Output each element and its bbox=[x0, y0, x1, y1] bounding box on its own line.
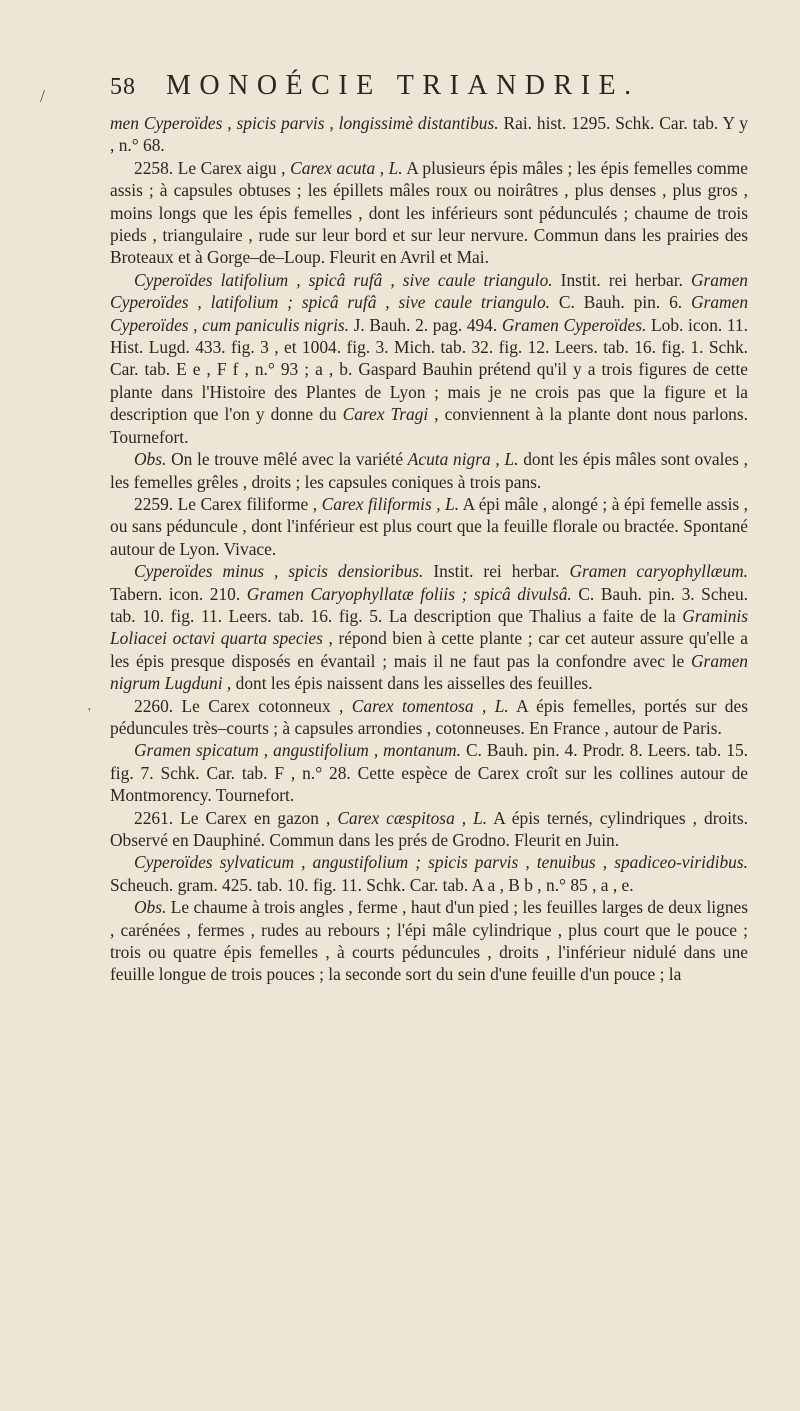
paragraph: Cyperoïdes latifolium , spicâ rufâ , sive caule triangulo. Instit. rei herbar. Gramen Cyperoïdes , latifolium ; spicâ rufâ , sive caule triangulo. C. Bauh. pin. 6. Gramen Cyperoïdes , cum paniculis nigris. J. Bauh. 2. pag. 494. Gramen Cyperoïdes. Lob. icon. 11. Hist. Lugd. 433. fig. 3 , et 1004. fig. 3. Mich. tab. 32. fig. 12. Leers. tab. 16. fig. 1. Schk. Car. tab. E e , F f , n.° 93 ; a , b. Gaspard Bauhin prétend qu'il y a trois figures de cette plante dans l'Histoire des Plantes de Lyon ; mais je ne crois pas que la figure et la description que l'on y donne du Carex Tragi , conviennent à la plante dont nous parlons. Tournefort. bbox=[110, 269, 749, 447]
paragraph: men Cyperoïdes , spicis parvis , longissimè distantibus. Rai. hist. 1295. Schk. Car. tab. Y y , n.° 68. bbox=[110, 113, 748, 156]
margin-mark: / bbox=[40, 86, 46, 106]
paragraph: Gramen spicatum , angustifolium , montanum. C. Bauh. pin. 4. Prodr. 8. Leers. tab. 15. fig. 7. Schk. Car. tab. F , n.° 28. Cette espèce de Carex croît sur les collines autour de Montmorency. Tournefort. bbox=[110, 740, 748, 806]
page-body bbox=[110, 112, 748, 986]
paragraph: 2261. Le Carex en gazon , Carex cæspitosa , L. A épis ternés, cylindriques , droits. Observé en Dauphiné. Commun dans les prés de Grodno. Fleurit en Juin. bbox=[110, 807, 748, 850]
paragraph: Cyperoïdes sylvaticum , angustifolium ; spicis parvis , tenuibus , spadiceo-viridibus. Scheuch. gram. 425. tab. 10. fig. 11. Schk. Car. tab. A a , B b , n.° 85 , a , e. bbox=[110, 852, 748, 895]
paragraph: 2258. Le Carex aigu , Carex acuta , L. A plusieurs épis mâles ; les épis femelles comme assis ; à capsules obtuses ; les épillets mâles roux ou noirâtres , plus denses , plus gros , moins longs que les épis femelles , dont les inférieurs sont pédunculés ; chaume de trois pieds , triangulaire , rude sur leur bord et sur leur nervure. Commun dans les prairies des Broteaux et à Gorge–de–Loup. Fleurit en Avril et Mai. bbox=[110, 157, 748, 268]
page-header bbox=[110, 70, 748, 102]
paragraph: 2259. Le Carex filiforme , Carex filiformis , L. A épi mâle , alongé ; à épi femelle assis , ou sans péduncule , dont l'inférieur est plus court que la feuille florale ou bractée. Spontané autour de Lyon. Vivace. bbox=[110, 493, 749, 559]
running-title: MONOÉCIE TRIANDRIE. bbox=[166, 70, 640, 101]
paragraph: Obs. On le trouve mêlé avec la variété Acuta nigra , L. dont les épis mâles sont ovales , les femelles grêles , droits ; les capsules coniques à trois pans. bbox=[110, 449, 748, 492]
page-number: 58 bbox=[110, 74, 136, 100]
margin-mark: ' bbox=[88, 706, 91, 721]
paragraph: Obs. Le chaume à trois angles , ferme , haut d'un pied ; les feuilles larges de deux lignes , carénées , fermes , rudes au rebours ; l'épi mâle cylindrique , plus court que le pouce ; trois ou quatre épis femelles , à courts péduncules , droits , l'inférieur nidulé dans une feuille longue de trois pouces ; la seconde sort du sein d'une feuille d'un pouce ; la bbox=[110, 897, 748, 985]
paragraph: 2260. Le Carex cotonneux , Carex tomentosa , L. A épis femelles, portés sur des péduncules très–courts ; à capsules arrondies , cotonneuses. En France , autour de Paris. bbox=[110, 695, 748, 738]
paragraph: Cyperoïdes minus , spicis densioribus. Instit. rei herbar. Gramen caryophyllæum. Tabern. icon. 210. Gramen Caryophyllatæ foliis ; spicâ divulsâ. C. Bauh. pin. 3. Scheu. tab. 10. fig. 11. Leers. tab. 16. fig. 5. La description que Thalius a faite de la Graminis Loliacei octavi quarta species , répond bien à cette plante ; car cet auteur assure qu'elle a les épis presque disposés en évantail ; mais il ne faut pas la confondre avec le Gramen nigrum Lugduni , dont les épis naissent dans les aisselles des feuilles. bbox=[110, 561, 749, 694]
